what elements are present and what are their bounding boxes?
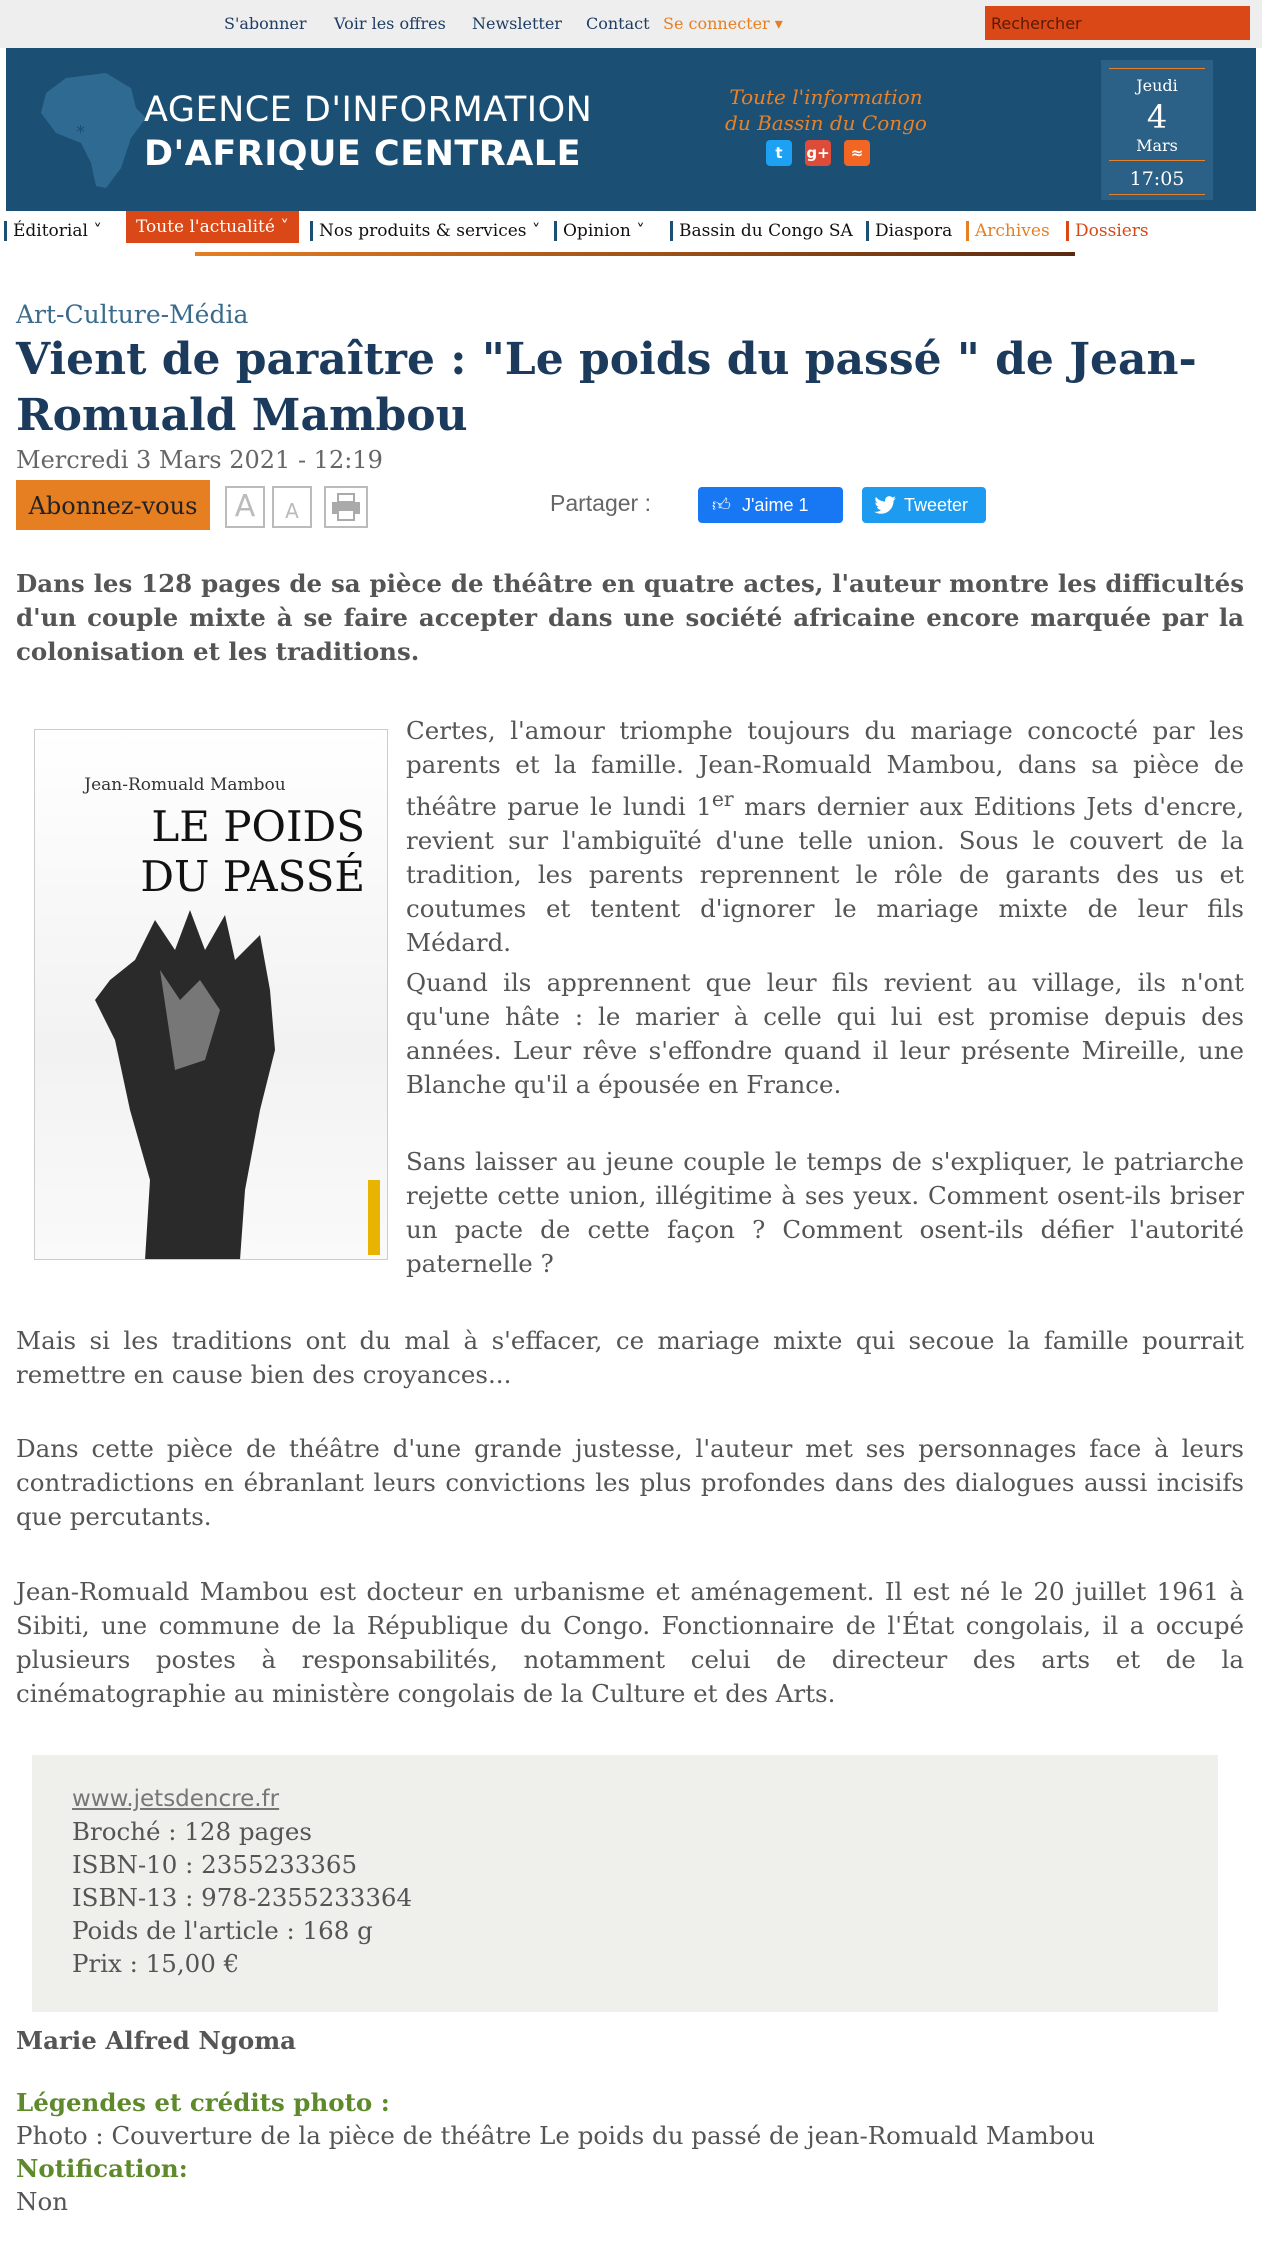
info-line: Broché : 128 pages xyxy=(72,1817,312,1846)
notification-heading: Notification: xyxy=(16,2154,188,2183)
legend-heading: Légendes et crédits photo : xyxy=(16,2088,390,2117)
twitter-icon[interactable]: t xyxy=(766,140,792,166)
clasped-hands-icon xyxy=(75,890,315,1260)
book-cover-image xyxy=(34,729,388,1260)
tagline xyxy=(706,84,946,136)
logo-line-2[interactable]: D'AFRIQUE CENTRALE xyxy=(144,134,582,174)
book-info-box xyxy=(32,1755,1218,2012)
paragraph-3: Sans laisser au jeune couple le temps de s'expliquer, le patriarche rejette cette union, illégitime à ses yeux. Comment osent-ils briser un pacte de cette façon ? Comment osent-ils défier l'autorité paternelle ? xyxy=(406,1147,1244,1278)
info-line: ISBN-13 : 978-2355233364 xyxy=(72,1883,413,1912)
africa-map-logo-icon xyxy=(36,68,156,193)
date-weekday: Jeudi xyxy=(1136,76,1178,95)
tagline-line-1: Toute l'information xyxy=(729,85,923,109)
nav-underline xyxy=(195,252,1075,256)
facebook-like-button[interactable] xyxy=(698,487,843,523)
publisher-link[interactable]: www.jetsdencre.fr xyxy=(72,1786,280,1812)
logo-line-1[interactable]: AGENCE D'INFORMATION xyxy=(144,90,593,130)
rss-icon[interactable]: ≈ xyxy=(844,140,870,166)
paragraph-1-end: mars dernier aux Editions Jets d'encre, revient sur l'ambiguïté d'une telle union. Sous le couvert de la tradition, les parents reprennent le rôle de garants des us et coutumes et tentent d'ignorer le mariage mixte de leur fils Médard. xyxy=(406,792,1244,958)
date-month: Mars xyxy=(1136,136,1178,155)
paragraph-1 xyxy=(406,714,1244,960)
search-input[interactable] xyxy=(985,6,1250,40)
main-nav xyxy=(0,211,1262,251)
tagline-line-2: du Bassin du Congo xyxy=(725,111,927,135)
cover-publisher-strip xyxy=(368,1180,380,1255)
info-line: Prix : 15,00 € xyxy=(72,1949,240,1978)
notification-value: Non xyxy=(16,2187,68,2216)
nav-item-diaspora[interactable]: Diaspora xyxy=(866,221,952,241)
tweet-label: Tweeter xyxy=(904,495,969,515)
nav-item-editorial[interactable]: Éditorial ˅ xyxy=(4,221,102,241)
login-link[interactable]: Se connecter ▾ xyxy=(663,14,783,33)
top-bar xyxy=(0,0,1262,48)
site-header xyxy=(6,48,1256,211)
superscript-er: er xyxy=(711,787,734,811)
divider xyxy=(1109,68,1205,69)
divider xyxy=(1109,194,1205,195)
thumbs-up-icon: 👍︎ xyxy=(712,495,731,515)
legend-text: Photo : Couverture de la pièce de théâtre Le poids du passé de jean-Romuald Mambou xyxy=(16,2121,1095,2150)
date-time: 17:05 xyxy=(1129,168,1185,190)
paragraph-5: Dans cette pièce de théâtre d'une grande justesse, l'auteur met ses personnages face à leurs contradictions en ébranlant leurs convictions les plus profondes dans des dialogues aussi incisifs que percutants. xyxy=(16,1434,1244,1531)
subscribe-link[interactable]: S'abonner xyxy=(224,14,307,33)
cover-title-line-1: LE POIDS xyxy=(151,802,365,851)
article-title: Vient de paraître : "Le poids du passé " de Jean-Romuald Mambou xyxy=(16,334,1197,441)
twitter-bird-icon xyxy=(874,496,896,514)
paragraph-6: Jean-Romuald Mambou est docteur en urbanisme et aménagement. Il est né le 20 juillet 1961 à Sibiti, une commune de la République du Congo. Fonctionnaire de l'État congolais, il a occupé plusieurs postes à responsabilités, notamment celui de directeur des arts et de la cinématographie au ministère congolais de la Culture et des Arts. xyxy=(16,1577,1244,1708)
article-lede: Dans les 128 pages de sa pièce de théâtre en quatre actes, l'auteur montre les difficultés d'un couple mixte à se faire accepter dans une société africaine encore marquée par la colonisation et les traditions. xyxy=(16,569,1244,666)
article-category[interactable]: Art-Culture-Média xyxy=(16,300,249,329)
cover-title-line-2: DU PASSÉ xyxy=(140,852,365,901)
nav-item-congo-basin[interactable]: Bassin du Congo SA xyxy=(670,221,853,241)
offers-link[interactable]: Voir les offres xyxy=(334,14,446,33)
subscribe-button[interactable]: Abonnez-vous xyxy=(16,480,210,530)
tweet-button[interactable] xyxy=(862,487,986,523)
newsletter-link[interactable]: Newsletter xyxy=(472,14,562,33)
font-increase-button[interactable]: A xyxy=(225,486,265,528)
nav-item-all-news[interactable]: Toute l'actualité ˅ xyxy=(126,211,299,243)
nav-item-opinion[interactable]: Opinion ˅ xyxy=(554,221,645,241)
divider xyxy=(1109,160,1205,161)
paragraph-1-start: Certes, l'amour triomphe toujours du mariage concocté par les parents et la famille. Jean-Romuald Mambou, dans sa pièce de théâtre parue le lundi 1 xyxy=(406,716,1244,822)
paragraph-4: Mais si les traditions ont du mal à s'effacer, ce mariage mixte qui secoue la famille pourrait remettre en cause bien des croyances... xyxy=(16,1326,1244,1389)
contact-link[interactable]: Contact xyxy=(586,14,650,33)
nav-item-dossiers[interactable]: Dossiers xyxy=(1066,221,1149,241)
cover-author: Jean-Romuald Mambou xyxy=(84,775,286,795)
like-label: J'aime 1 xyxy=(742,495,809,515)
info-line: ISBN-10 : 2355233365 xyxy=(72,1850,358,1879)
svg-text:*: * xyxy=(76,122,85,143)
info-line: Poids de l'article : 168 g xyxy=(72,1916,373,1945)
date-day: 4 xyxy=(1146,98,1168,136)
paragraph-2: Quand ils apprennent que leur fils revient au village, ils n'ont qu'une hâte : le marier à celle qui lui est promise depuis des années. Leur rêve s'effondre quand il leur présente Mireille, une Blanche qu'il a épousée en France. xyxy=(406,968,1244,1099)
print-icon[interactable] xyxy=(324,486,368,528)
font-decrease-button[interactable]: A xyxy=(272,486,312,528)
article-date: Mercredi 3 Mars 2021 - 12:19 xyxy=(16,446,383,474)
nav-item-products[interactable]: Nos produits & services ˅ xyxy=(310,221,540,241)
author-byline: Marie Alfred Ngoma xyxy=(16,2026,297,2055)
date-box xyxy=(1101,60,1213,200)
google-plus-icon[interactable]: g+ xyxy=(805,140,831,166)
nav-item-archives[interactable]: Archives xyxy=(966,221,1050,241)
share-label: Partager : xyxy=(550,490,651,516)
